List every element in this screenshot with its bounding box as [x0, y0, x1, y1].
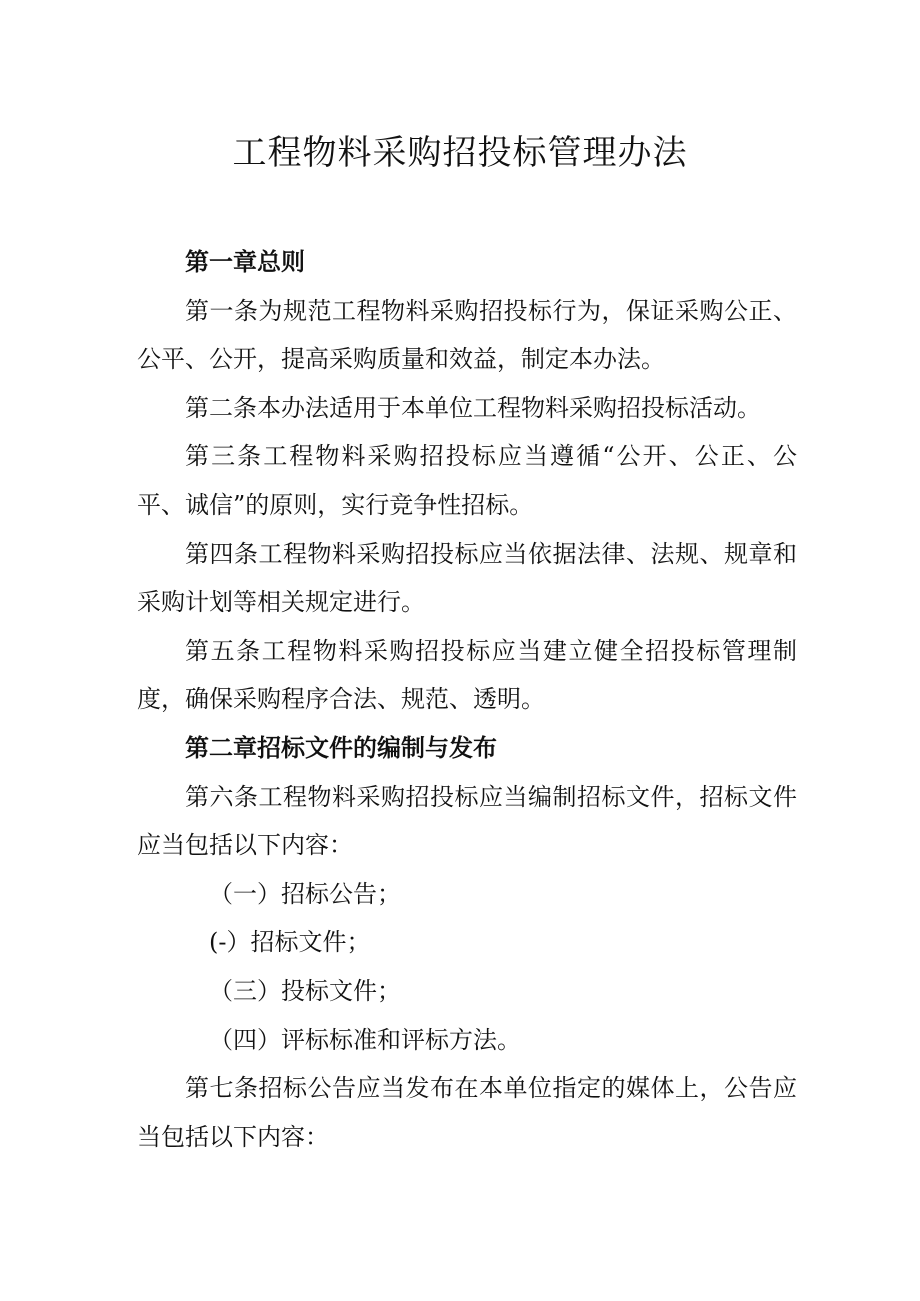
article-5: 第五条工程物料采购招投标应当建立健全招投标管理制度，确保采购程序合法、规范、透明。: [137, 636, 797, 714]
list-item-2: (-）招标文件；: [209, 928, 371, 957]
list-item-3: （三）投标文件；: [209, 976, 401, 1005]
list-item-1: （一）招标公告；: [209, 879, 401, 908]
chapter-1-heading: 第一章总则: [185, 248, 305, 276]
article-1: 第一条为规范工程物料采购招投标行为，保证采购公正、公平、公开，提高采购质量和效益，制定本办法。: [137, 296, 797, 374]
article-7: 第七条招标公告应当发布在本单位指定的媒体上，公告应当包括以下内容：: [137, 1074, 797, 1151]
document-title: 工程物料采购招投标管理办法: [232, 133, 688, 173]
document-body: [137, 238, 797, 1161]
article-6: 第六条工程物料采购招投标应当编制招标文件，招标文件应当包括以下内容：: [137, 782, 797, 860]
chapter-2-heading: 第二章招标文件的编制与发布: [185, 733, 497, 762]
article-3: 第三条工程物料采购招投标应当遵循“公开、公正、公平、诚信”的原则，实行竞争性招标。: [137, 442, 797, 519]
article-4: 第四条工程物料采购招投标应当依据法律、法规、规章和采购计划等相关规定进行。: [137, 539, 797, 617]
list-item-4: （四）评标标准和评标方法。: [209, 1025, 521, 1054]
article-2: 第二条本办法适用于本单位工程物料采购招投标活动。: [185, 393, 761, 422]
